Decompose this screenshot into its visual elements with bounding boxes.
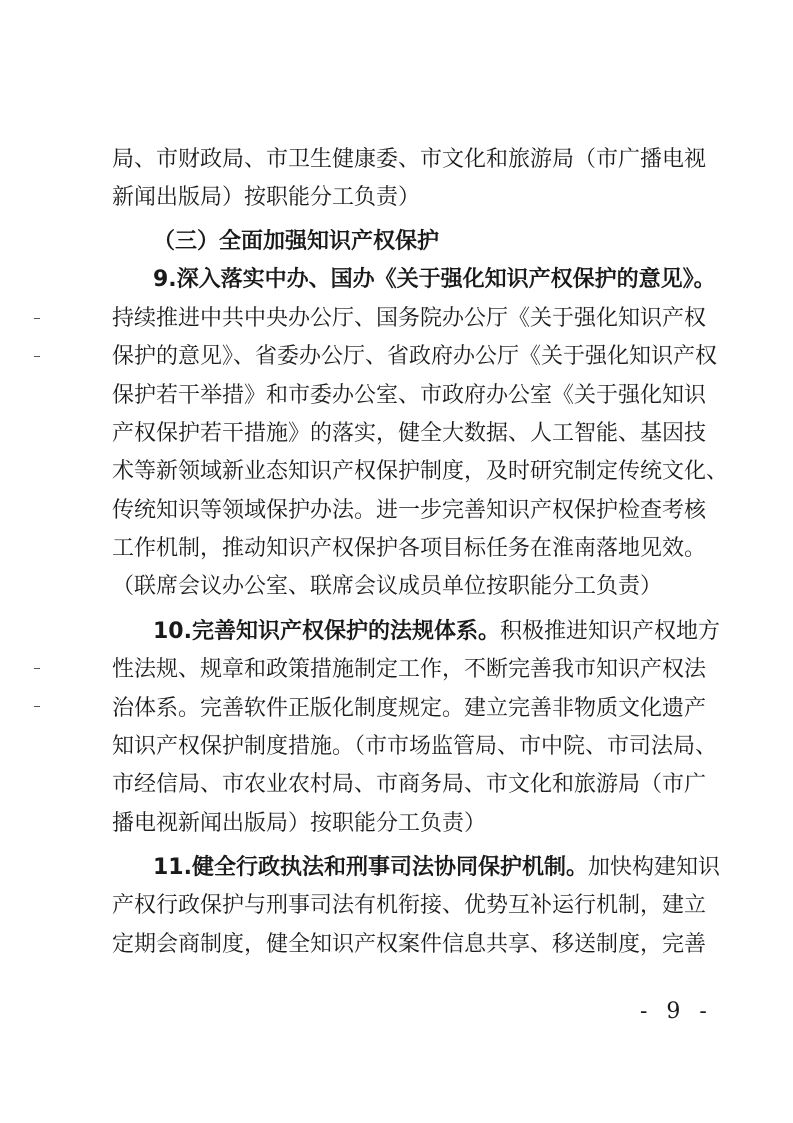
- item-text: 加快构建知识: [587, 855, 720, 880]
- item-heading: 9.深入落实中办、国办《关于强化知识产权保护的意见》。: [153, 267, 716, 292]
- body-line: 性法规、规章和政策措施制定工作，不断完善我市知识产权法: [112, 657, 707, 682]
- item-paragraph-start: [153, 852, 720, 884]
- body-line: 治体系。完善软件正版化制度规定。建立完善非物质文化遗产: [112, 696, 707, 721]
- item-title: 11.健全行政执法和刑事司法协同保护机制。: [153, 855, 588, 880]
- margin-mark: [34, 356, 40, 357]
- margin-mark: [34, 668, 40, 669]
- body-line: 传统知识等领域保护办法。进一步完善知识产权保护检查考核: [112, 498, 707, 523]
- body-line: 保护若干举措》和市委办公室、市政府办公室《关于强化知识: [112, 383, 707, 408]
- body-line: 定期会商制度，健全知识产权案件信息共享、移送制度，完善: [112, 932, 707, 957]
- section-heading: （三）全面加强知识产权保护: [153, 229, 440, 254]
- body-line: 术等新领域新业态知识产权保护制度，及时研究制定传统文化、: [112, 459, 729, 484]
- body-line: 新闻出版局）按职能分工负责）: [112, 185, 421, 210]
- item-title: 10.完善知识产权保护的法规体系。: [153, 619, 500, 644]
- item-text: 积极推进知识产权地方: [499, 619, 720, 644]
- body-line: 市经信局、市农业农村局、市商务局、市文化和旅游局（市广: [112, 772, 707, 797]
- page-number: - 9 -: [640, 999, 713, 1024]
- body-line: （联席会议办公室、联席会议成员单位按职能分工负责）: [112, 574, 663, 599]
- body-line: 播电视新闻出版局）按职能分工负责）: [112, 811, 487, 836]
- item-paragraph-start: [153, 616, 720, 648]
- body-line: 持续推进中共中央办公厅、国务院办公厅《关于强化知识产权: [112, 306, 707, 331]
- margin-mark: [34, 318, 40, 319]
- body-line: 产权保护若干措施》的落实，健全大数据、人工智能、基因技: [112, 421, 707, 446]
- body-line: 工作机制，推动知识产权保护各项目标任务在淮南落地见效。: [112, 536, 707, 561]
- body-line: 产权行政保护与刑事司法有机衔接、优势互补运行机制，建立: [112, 893, 707, 918]
- margin-mark: [34, 706, 40, 707]
- body-line: 保护的意见》、省委办公厅、省政府办公厅《关于强化知识产权: [112, 344, 718, 369]
- body-line: 局、市财政局、市卫生健康委、市文化和旅游局（市广播电视: [112, 147, 707, 172]
- body-line: 知识产权保护制度措施。（市市场监管局、市中院、市司法局、: [112, 734, 718, 759]
